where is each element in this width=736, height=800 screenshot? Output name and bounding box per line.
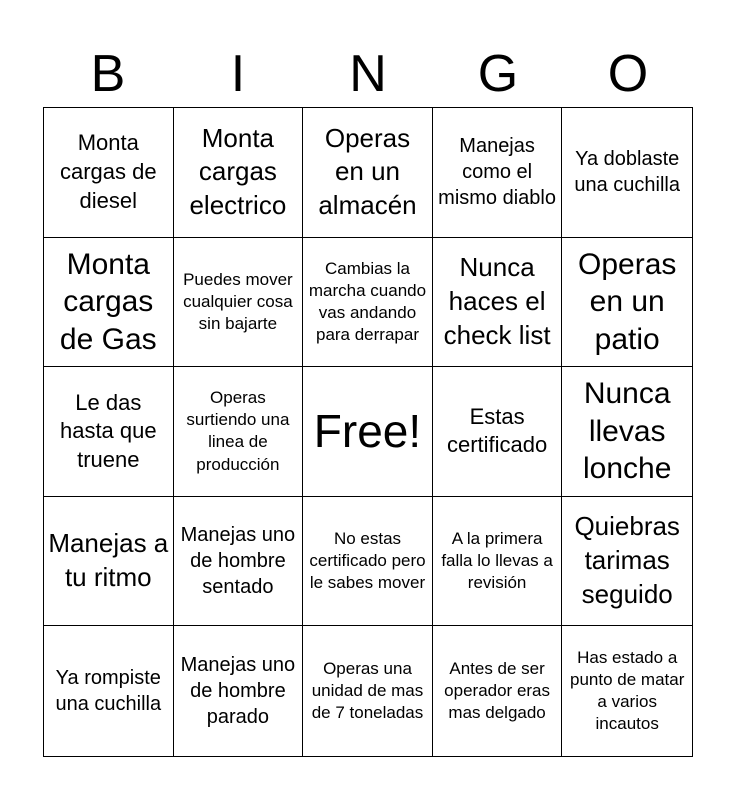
- bingo-cell[interactable]: [174, 626, 304, 756]
- bingo-cell[interactable]: [44, 367, 174, 497]
- cell-text: Estas certificado: [446, 403, 548, 458]
- cell-text: Monta cargas de diesel: [59, 130, 157, 213]
- header-letter-o: O: [607, 45, 649, 103]
- cell-text: Manejas uno de hombre parado: [180, 654, 296, 729]
- bingo-cell[interactable]: [562, 238, 692, 368]
- bingo-cell[interactable]: [303, 626, 433, 756]
- bingo-cell[interactable]: [433, 238, 563, 368]
- cell-text: Manejas como el mismo diablo: [438, 135, 556, 210]
- bingo-cell[interactable]: [303, 108, 433, 238]
- bingo-header: [43, 40, 693, 108]
- cell-text: Nunca llevas lonche: [582, 377, 672, 486]
- bingo-cell[interactable]: [44, 626, 174, 756]
- header-letter-g: G: [477, 45, 519, 103]
- cell-text: Ya rompiste una cuchilla: [55, 667, 162, 716]
- cell-text: Puedes mover cualquier cosa sin bajarte: [183, 269, 293, 333]
- bingo-board: [43, 107, 693, 757]
- header-letter-i: I: [230, 45, 246, 103]
- bingo-cell[interactable]: [174, 108, 304, 238]
- cell-text: Monta cargas de Gas: [59, 247, 157, 356]
- bingo-cell[interactable]: [44, 108, 174, 238]
- bingo-cell[interactable]: [174, 497, 304, 627]
- cell-text: Antes de ser operador eras mas delgado: [444, 659, 551, 723]
- cell-text: Operas en un patio: [578, 247, 677, 356]
- cell-text: Has estado a punto de matar a varios incautos: [570, 648, 685, 734]
- bingo-cell[interactable]: [562, 497, 692, 627]
- cell-text: Le das hasta que truene: [59, 389, 157, 472]
- cell-text: No estas certificado pero le sabes mover: [309, 528, 426, 593]
- bingo-cell[interactable]: [174, 367, 304, 497]
- cell-text: Monta cargas electrico: [189, 122, 287, 221]
- cell-text: A la primera falla lo llevas a revisión: [441, 528, 553, 593]
- bingo-cell[interactable]: [303, 238, 433, 368]
- bingo-cell[interactable]: [433, 108, 563, 238]
- header-letter-n: N: [349, 45, 387, 103]
- cell-text: Quiebras tarimas seguido: [574, 511, 680, 609]
- bingo-cell[interactable]: [44, 238, 174, 368]
- bingo-cell[interactable]: [44, 497, 174, 627]
- bingo-cell[interactable]: [433, 497, 563, 627]
- cell-text: Ya doblaste una cuchilla: [574, 148, 680, 197]
- free-space-text: Free!: [313, 405, 422, 458]
- cell-text: Operas surtiendo una linea de producción: [186, 388, 290, 474]
- bingo-cell[interactable]: [562, 367, 692, 497]
- cell-text: Manejas uno de hombre sentado: [180, 524, 296, 599]
- bingo-cell[interactable]: [174, 238, 304, 368]
- header-letter-b: B: [90, 45, 126, 103]
- cell-text: Operas una unidad de mas de 7 toneladas: [311, 659, 424, 723]
- bingo-cell[interactable]: [562, 626, 692, 756]
- bingo-cell[interactable]: [303, 497, 433, 627]
- bingo-cell[interactable]: [562, 108, 692, 238]
- bingo-cell[interactable]: [433, 367, 563, 497]
- bingo-cell[interactable]: [433, 626, 563, 756]
- cell-text: Manejas a tu ritmo: [48, 528, 169, 593]
- cell-text: Operas en un almacén: [318, 122, 417, 221]
- cell-text: Cambias la marcha cuando vas andando para derrapar: [308, 258, 427, 344]
- free-space[interactable]: [303, 367, 433, 497]
- cell-text: Nunca haces el check list: [443, 252, 551, 350]
